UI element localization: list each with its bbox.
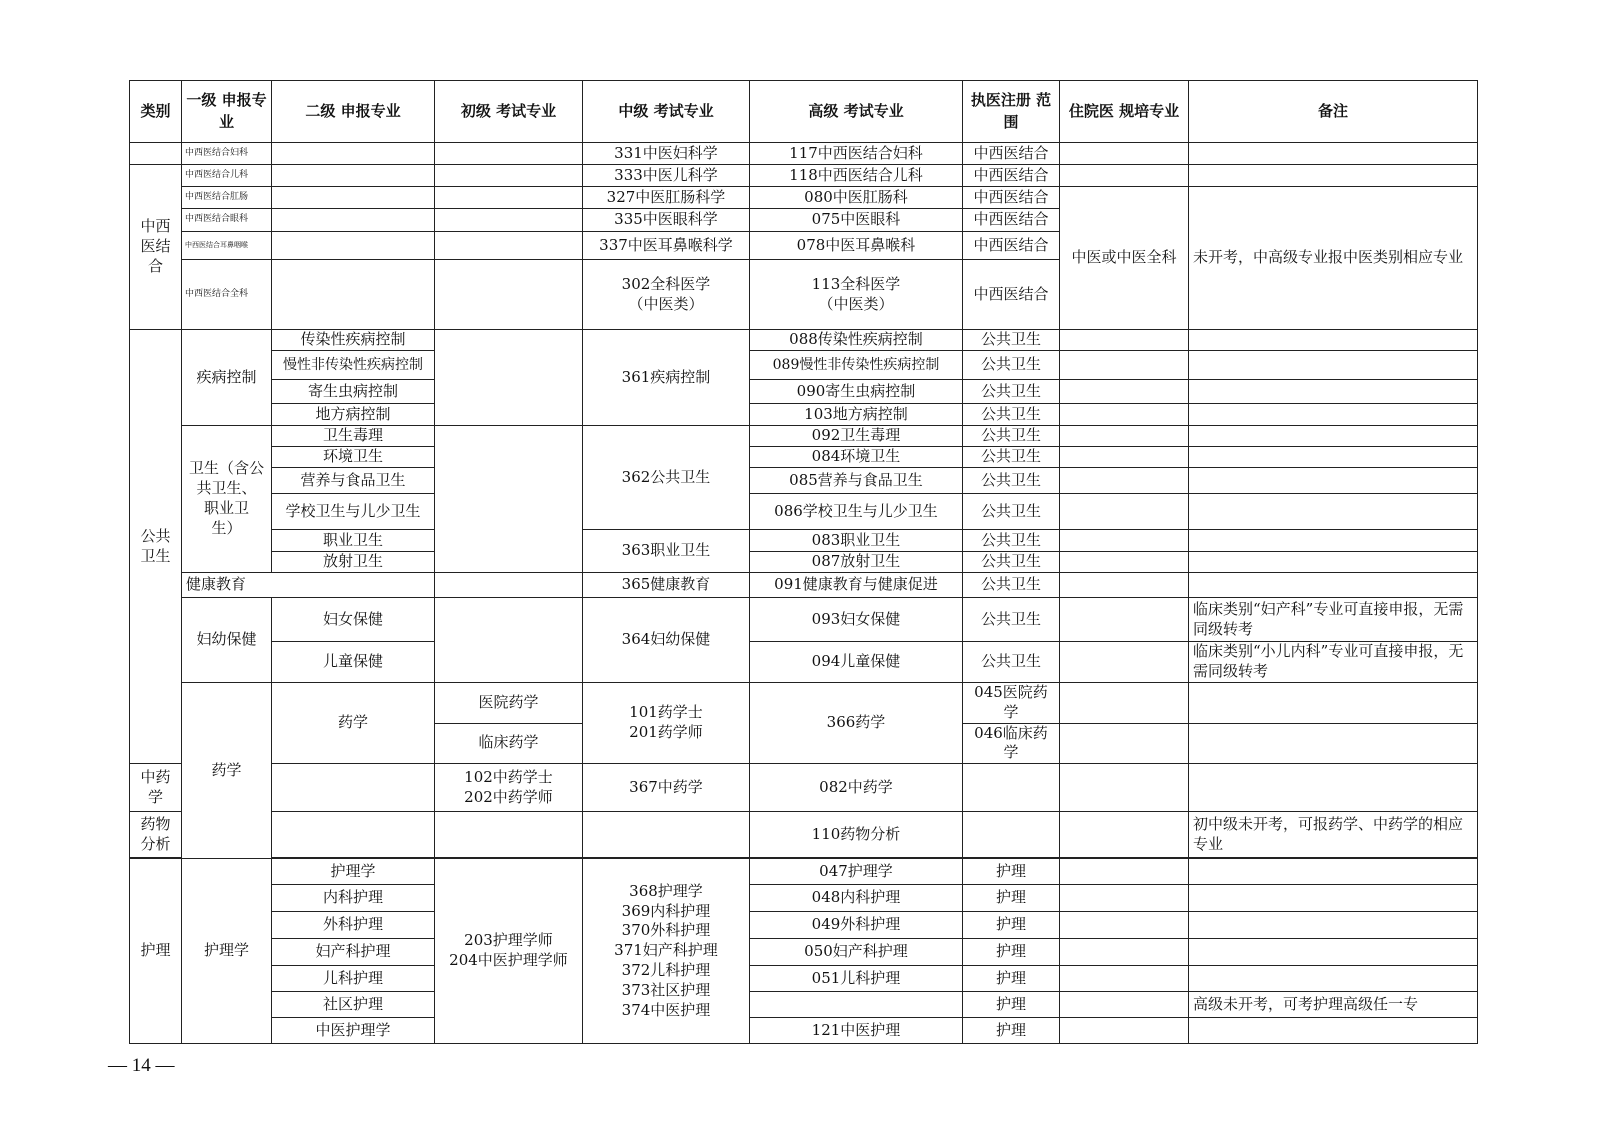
level2-cell — [272, 187, 435, 209]
level2-cell: 寄生虫病控制 — [272, 380, 435, 404]
level2-cell: 妇产科护理 — [272, 939, 435, 966]
level2-cell — [272, 165, 435, 187]
senior-cell: 090寄生虫病控制 — [750, 380, 963, 404]
remarks-cell — [1189, 552, 1478, 573]
junior-cell — [435, 232, 583, 260]
remarks-cell: 高级未开考，可考护理高级任一专 — [1189, 992, 1478, 1018]
senior-cell: 047护理学 — [750, 859, 963, 885]
level2-cell — [272, 143, 435, 165]
level2-cell: 慢性非传染性疾病控制 — [272, 351, 435, 380]
table-row — [130, 683, 1478, 724]
level2-cell: 护理学 — [272, 859, 435, 885]
remarks-cell — [1189, 468, 1478, 494]
junior-cell: 102中药学士 202中药学师 — [435, 764, 583, 812]
intermediate-cell: 302全科医学 （中医类） — [583, 260, 750, 330]
level2-cell: 外科护理 — [272, 912, 435, 939]
remarks-cell — [1189, 885, 1478, 912]
senior-cell: 113全科医学 （中医类） — [750, 260, 963, 330]
license-cell: 公共卫生 — [963, 426, 1060, 447]
junior-cell — [435, 426, 583, 573]
table-row — [130, 598, 1478, 642]
junior-cell — [435, 812, 583, 858]
remarks-cell — [1189, 380, 1478, 404]
residency-cell — [1060, 1018, 1189, 1044]
license-cell: 公共卫生 — [963, 598, 1060, 642]
residency-cell — [1060, 165, 1189, 187]
intermediate-cell: 327中医肛肠科学 — [583, 187, 750, 209]
junior-cell: 101药学士 201药学师 — [583, 683, 750, 764]
level2-cell: 环境卫生 — [272, 447, 435, 468]
level2-cell: 内科护理 — [272, 885, 435, 912]
residency-cell — [1060, 992, 1189, 1018]
license-cell: 公共卫生 — [963, 573, 1060, 598]
remarks-cell — [1189, 1018, 1478, 1044]
license-cell: 公共卫生 — [963, 530, 1060, 552]
residency-cell — [1060, 598, 1189, 642]
level1-cell: 健康教育 — [182, 573, 435, 598]
intermediate-cell — [583, 812, 750, 858]
residency-cell — [1060, 330, 1189, 351]
level1-cell: 疾病控制 — [182, 330, 272, 426]
remarks-cell — [1189, 426, 1478, 447]
senior-cell: 075中医眼科 — [750, 209, 963, 232]
senior-cell: 050妇产科护理 — [750, 939, 963, 966]
intermediate-cell: 333中医儿科学 — [583, 165, 750, 187]
intermediate-cell: 361疾病控制 — [583, 330, 750, 426]
license-cell: 中西医结合 — [963, 209, 1060, 232]
category-cell: 药学 — [182, 683, 272, 859]
level2-cell: 临床药学 — [435, 723, 583, 764]
intermediate-cell: 365健康教育 — [583, 573, 750, 598]
residency-cell — [1060, 530, 1189, 552]
header-junior: 初级 考试专业 — [435, 81, 583, 143]
remarks-cell — [1189, 966, 1478, 992]
table-row — [130, 552, 1478, 573]
header-level1: 一级 申报专业 — [182, 81, 272, 143]
senior-cell: 103地方病控制 — [750, 404, 963, 426]
senior-cell: 088传染性疾病控制 — [750, 330, 963, 351]
table-row — [130, 992, 1478, 1018]
junior-cell — [435, 573, 583, 598]
remarks-cell: 初中级未开考，可报药学、中药学的相应专业 — [1189, 812, 1478, 858]
table-row — [130, 447, 1478, 468]
license-cell: 公共卫生 — [963, 330, 1060, 351]
intermediate-cell: 331中医妇科学 — [583, 143, 750, 165]
senior-cell: 117中西医结合妇科 — [750, 143, 963, 165]
senior-cell: 078中医耳鼻喉科 — [750, 232, 963, 260]
intermediate-cell: 362公共卫生 — [583, 426, 750, 530]
category-cell: 公共 卫生 — [130, 330, 182, 764]
header-license: 执医注册 范围 — [963, 81, 1060, 143]
junior-cell — [435, 209, 583, 232]
remarks-cell — [1189, 351, 1478, 380]
senior-cell: 091健康教育与健康促进 — [750, 573, 963, 598]
residency-cell — [1189, 683, 1478, 724]
residency-cell — [1060, 912, 1189, 939]
level1-cell: 中西医结合儿科 — [182, 165, 272, 187]
license-cell: 公共卫生 — [963, 468, 1060, 494]
table-row — [130, 330, 1478, 351]
residency-cell — [1060, 966, 1189, 992]
residency-cell — [1060, 859, 1189, 885]
license-cell: 中西医结合 — [963, 187, 1060, 209]
residency-cell — [1060, 468, 1189, 494]
level1-cell: 药学 — [272, 683, 435, 764]
level2-cell: 传染性疾病控制 — [272, 330, 435, 351]
table-row — [130, 143, 1478, 165]
intermediate-cell: 368护理学 369内科护理 370外科护理 371妇产科护理 372儿科护理 373社区护理 374中医护理 — [583, 859, 750, 1044]
remarks-cell — [1189, 165, 1478, 187]
table-row — [130, 1018, 1478, 1044]
senior-cell: 085营养与食品卫生 — [750, 468, 963, 494]
license-cell — [1060, 723, 1189, 764]
license-cell: 护理 — [963, 859, 1060, 885]
remarks-cell — [1189, 330, 1478, 351]
junior-cell — [435, 598, 583, 683]
license-cell: 护理 — [963, 885, 1060, 912]
license-cell: 护理 — [963, 966, 1060, 992]
level2-cell: 职业卫生 — [272, 530, 435, 552]
level2-cell: 医院药学 — [435, 683, 583, 724]
remarks-cell — [1189, 494, 1478, 530]
header-level2: 二级 申报专业 — [272, 81, 435, 143]
license-cell: 公共卫生 — [963, 351, 1060, 380]
senior-cell: 089慢性非传染性疾病控制 — [750, 351, 963, 380]
residency-cell — [1060, 885, 1189, 912]
residency-cell — [1189, 723, 1478, 764]
senior-cell: 082中药学 — [750, 764, 963, 812]
level1-cell: 中西医结合肛肠 — [182, 187, 272, 209]
table-row — [130, 165, 1478, 187]
junior-cell — [435, 187, 583, 209]
residency-cell — [1060, 351, 1189, 380]
level2-cell: 卫生毒理 — [272, 426, 435, 447]
senior-cell: 046临床药学 — [963, 723, 1060, 764]
senior-cell: 045医院药学 — [963, 683, 1060, 724]
level2-cell: 放射卫生 — [272, 552, 435, 573]
senior-cell: 048内科护理 — [750, 885, 963, 912]
junior-cell — [435, 165, 583, 187]
category-cell: 中西 医结 合 — [130, 165, 182, 330]
header-senior: 高级 考试专业 — [750, 81, 963, 143]
table-row — [130, 966, 1478, 992]
license-cell: 护理 — [963, 1018, 1060, 1044]
level1-cell: 药物分析 — [130, 812, 182, 858]
remarks-cell: 临床类别“妇产科”专业可直接申报，无需同级转考 — [1189, 598, 1478, 642]
junior-cell: 203护理学师 204中医护理学师 — [435, 859, 583, 1044]
level2-cell — [272, 812, 435, 858]
level1-cell: 卫生（含公 共卫生、 职业卫 生） — [182, 426, 272, 573]
level1-cell: 中西医结合眼科 — [182, 209, 272, 232]
residency-cell — [1060, 380, 1189, 404]
level2-cell: 学校卫生与儿少卫生 — [272, 494, 435, 530]
table-row — [130, 404, 1478, 426]
table-row — [130, 812, 1478, 858]
level1-cell: 中西医结合耳鼻咽喉 — [182, 232, 272, 260]
license-cell: 中西医结合 — [963, 143, 1060, 165]
license-cell: 中西医结合 — [963, 260, 1060, 330]
remarks-cell — [1189, 859, 1478, 885]
remarks-cell — [1189, 447, 1478, 468]
table-row — [130, 530, 1478, 552]
intermediate-cell: 366药学 — [750, 683, 963, 764]
level2-cell: 中医护理学 — [272, 1018, 435, 1044]
level2-cell: 社区护理 — [272, 992, 435, 1018]
level2-cell — [272, 209, 435, 232]
senior-cell: 080中医肛肠科 — [750, 187, 963, 209]
level2-cell: 地方病控制 — [272, 404, 435, 426]
remarks-cell: 未开考，中高级专业报中医类别相应专业 — [1189, 187, 1478, 330]
junior-cell — [435, 330, 583, 426]
license-cell — [1060, 683, 1189, 724]
senior-cell: 083职业卫生 — [750, 530, 963, 552]
header-row — [130, 81, 1478, 143]
senior-cell: 051儿科护理 — [750, 966, 963, 992]
level1-cell: 中西医结合妇科 — [182, 143, 272, 165]
table-row — [130, 573, 1478, 598]
intermediate-cell: 363职业卫生 — [583, 530, 750, 573]
table-row — [130, 468, 1478, 494]
table-row — [130, 351, 1478, 380]
license-cell — [963, 764, 1060, 812]
senior-cell — [750, 992, 963, 1018]
page-number: — 14 — — [108, 1055, 175, 1076]
residency-cell — [1060, 447, 1189, 468]
senior-cell: 110药物分析 — [750, 812, 963, 858]
senior-cell: 094儿童保健 — [750, 642, 963, 683]
remarks-cell — [1189, 530, 1478, 552]
license-cell: 公共卫生 — [963, 494, 1060, 530]
table-row — [130, 494, 1478, 530]
level2-cell — [272, 764, 435, 812]
senior-cell: 084环境卫生 — [750, 447, 963, 468]
level2-cell — [272, 260, 435, 330]
junior-cell — [435, 143, 583, 165]
residency-cell: 中医或中医全科 — [1060, 187, 1189, 330]
residency-cell — [1060, 939, 1189, 966]
intermediate-cell: 335中医眼科学 — [583, 209, 750, 232]
remarks-cell — [1189, 573, 1478, 598]
residency-cell — [1060, 404, 1189, 426]
category-cell: 护理 — [130, 859, 182, 1044]
header-residency: 住院医 规培专业 — [1060, 81, 1189, 143]
residency-cell — [1060, 426, 1189, 447]
table-row — [130, 380, 1478, 404]
license-cell: 公共卫生 — [963, 447, 1060, 468]
header-intermediate: 中级 考试专业 — [583, 81, 750, 143]
level1-cell: 妇幼保健 — [182, 598, 272, 683]
senior-cell: 118中西医结合儿科 — [750, 165, 963, 187]
level1-cell: 中西医结合全科 — [182, 260, 272, 330]
license-cell: 公共卫生 — [963, 552, 1060, 573]
level1-cell: 护理学 — [182, 859, 272, 1044]
license-cell: 中西医结合 — [963, 165, 1060, 187]
remarks-cell — [1189, 764, 1478, 812]
table-row — [130, 859, 1478, 885]
table-row — [130, 939, 1478, 966]
residency-cell — [1060, 494, 1189, 530]
category-cell-empty — [130, 143, 182, 165]
level2-cell: 营养与食品卫生 — [272, 468, 435, 494]
license-cell: 公共卫生 — [963, 380, 1060, 404]
table-row — [130, 764, 1478, 812]
remarks-cell — [1189, 939, 1478, 966]
license-cell: 公共卫生 — [963, 404, 1060, 426]
intermediate-cell: 367中药学 — [583, 764, 750, 812]
residency-cell — [1060, 143, 1189, 165]
senior-cell: 093妇女保健 — [750, 598, 963, 642]
intermediate-cell: 364妇幼保健 — [583, 598, 750, 683]
intermediate-cell: 337中医耳鼻喉科学 — [583, 232, 750, 260]
senior-cell: 121中医护理 — [750, 1018, 963, 1044]
table-row — [130, 187, 1478, 209]
residency-cell — [1060, 642, 1189, 683]
license-cell: 护理 — [963, 992, 1060, 1018]
table-row — [130, 885, 1478, 912]
license-cell: 护理 — [963, 912, 1060, 939]
table-row — [130, 426, 1478, 447]
license-cell: 中西医结合 — [963, 232, 1060, 260]
level2-cell: 儿科护理 — [272, 966, 435, 992]
level2-cell — [272, 232, 435, 260]
senior-cell: 087放射卫生 — [750, 552, 963, 573]
residency-cell — [1060, 552, 1189, 573]
remarks-cell — [1189, 143, 1478, 165]
header-remarks: 备注 — [1189, 81, 1478, 143]
license-cell — [963, 812, 1060, 858]
license-cell: 公共卫生 — [963, 642, 1060, 683]
header-category: 类别 — [130, 81, 182, 143]
residency-cell — [1060, 812, 1189, 858]
table-row — [130, 912, 1478, 939]
senior-cell: 086学校卫生与儿少卫生 — [750, 494, 963, 530]
junior-cell — [435, 260, 583, 330]
remarks-cell — [1189, 404, 1478, 426]
senior-cell: 049外科护理 — [750, 912, 963, 939]
license-cell: 护理 — [963, 939, 1060, 966]
table-row — [130, 642, 1478, 683]
level2-cell: 妇女保健 — [272, 598, 435, 642]
residency-cell — [1060, 573, 1189, 598]
residency-cell — [1060, 764, 1189, 812]
level2-cell: 儿童保健 — [272, 642, 435, 683]
senior-cell: 092卫生毒理 — [750, 426, 963, 447]
remarks-cell: 临床类别“小儿内科”专业可直接申报，无需同级转考 — [1189, 642, 1478, 683]
remarks-cell — [1189, 912, 1478, 939]
level1-cell: 中药学 — [130, 764, 182, 812]
specialty-table — [129, 80, 1478, 1044]
